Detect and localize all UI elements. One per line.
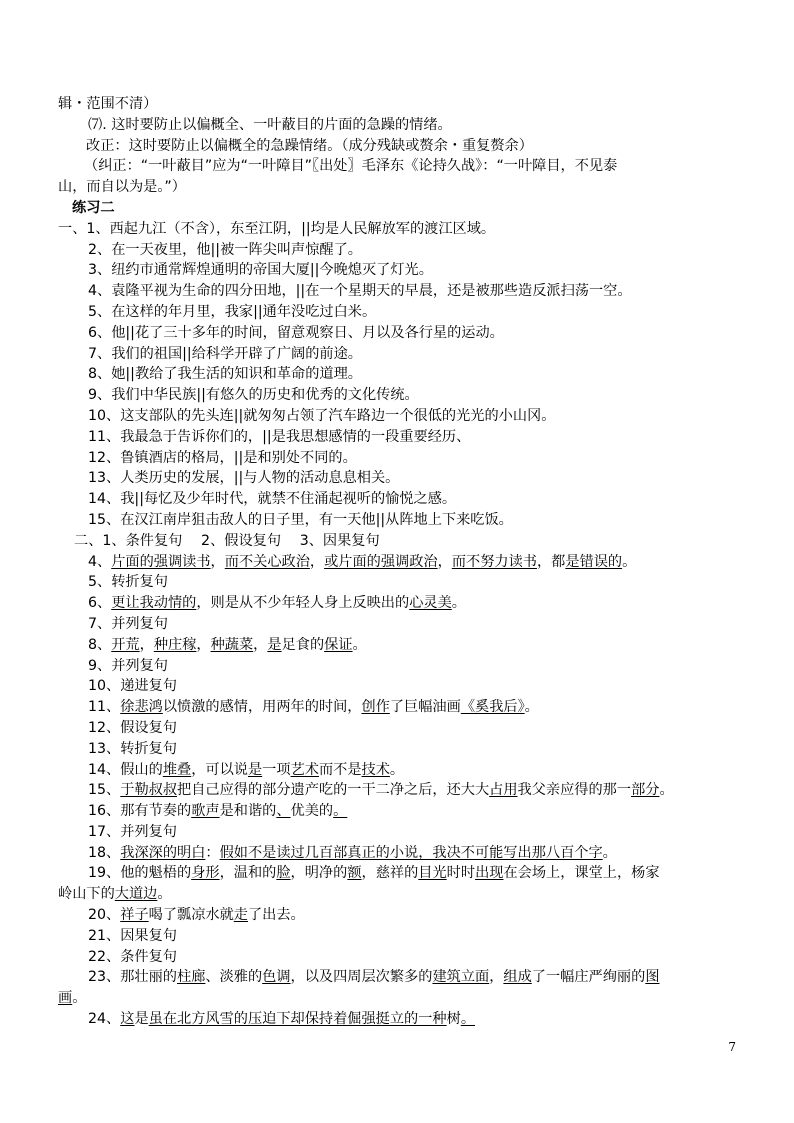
text-segment: 11、 <box>88 699 121 716</box>
text-segment: 树 <box>446 1011 461 1028</box>
underlined-text: 种庄稼 <box>153 636 197 653</box>
text-segment: 一项 <box>262 761 291 778</box>
underlined-text: 额 <box>347 865 362 882</box>
exercise-part-1 <box>58 219 742 531</box>
exercise-part-2 <box>58 552 742 1030</box>
list-item <box>58 905 742 926</box>
text-segment: 。 <box>72 990 87 1007</box>
text-segment: 了出去。 <box>247 907 305 924</box>
text-segment: ，明净的 <box>290 865 348 882</box>
list-item <box>58 967 742 988</box>
list-item: 5、转折复句 <box>88 574 168 591</box>
underlined-text: 堆叠 <box>162 761 192 778</box>
list-item <box>58 863 742 884</box>
underlined-text: 艺术 <box>290 761 319 778</box>
list-item <box>58 593 742 614</box>
text-segment: 优美的 <box>290 803 334 820</box>
list-item <box>58 760 742 781</box>
text-segment: 。 <box>524 699 539 716</box>
list-item: 17、并列复句 <box>88 823 177 840</box>
text-segment: ，则是从不少年轻人身上反映出的 <box>196 595 410 612</box>
text-segment: 4、 <box>88 553 112 570</box>
text-segment: 把自己应得的部分遗产吃的一干二净之后，还大大 <box>177 782 490 799</box>
list-item <box>58 843 742 864</box>
text-segment: 是和谐的 <box>219 803 277 820</box>
underlined-text: 片面的强调读书 <box>111 553 211 570</box>
text-segment: 岭山下的 <box>58 886 115 903</box>
underlined-text: 或片面的强调政治 <box>324 553 438 570</box>
list-item-continuation <box>58 884 742 905</box>
text-segment: 。 <box>157 886 172 903</box>
underlined-text: 而不努力读书 <box>451 553 537 570</box>
underlined-text: 于勒叔叔 <box>120 782 178 799</box>
underlined-text: 徐悲鸿 <box>120 699 163 716</box>
text-segment: 20、 <box>88 907 121 924</box>
text-segment: 。 <box>352 636 367 653</box>
underlined-text: 是 <box>247 761 263 778</box>
text-line: ⑺. 这时要防止以偏概全、一叶蔽目的片面的急躁的情绪。 <box>88 116 452 133</box>
underlined-text: 开荒 <box>111 636 140 653</box>
text-segment: 8、 <box>88 636 112 653</box>
list-item: 4、袁隆平视为生命的四分田地，||在一个星期天的早晨，还是被那些造反派扫荡一空。 <box>88 283 632 300</box>
document-body <box>58 94 742 1030</box>
underlined-text: 技术 <box>361 761 390 778</box>
text-segment: 23、那壮丽的 <box>88 969 177 986</box>
text-segment: ： <box>205 844 220 861</box>
underlined-text: 出现 <box>475 865 504 882</box>
underlined-text: 建筑立面 <box>432 969 490 986</box>
text-segment: 14、假山的 <box>88 761 163 778</box>
underlined-text: 部分 <box>631 782 660 799</box>
underlined-text: 。 <box>460 1011 476 1028</box>
underlined-text: 图 <box>645 969 660 986</box>
list-item: 7、并列复句 <box>88 615 168 632</box>
text-line: （纠正：“一叶蔽目”应为“一叶障目”〖出处〗毛泽东《论持久战》：“一叶障目，不见泰 <box>84 158 618 175</box>
underlined-text: 大道边 <box>114 886 158 903</box>
underlined-text: 祥子 <box>120 907 149 924</box>
underlined-text: 脸 <box>276 865 291 882</box>
text-segment: 在会场上，课堂上，杨家 <box>503 865 660 882</box>
list-item: 10、这支部队的先头连||就匆匆占领了汽车路边一个很低的光光的小山冈。 <box>88 407 556 424</box>
underlined-text: 保证 <box>324 636 353 653</box>
list-item-continuation <box>58 988 742 1009</box>
list-item <box>58 635 742 656</box>
list-item: 15、在汉江南岸狙击敌人的日子里，有一天他||从阵地上下来吃饭。 <box>88 511 513 528</box>
list-item: 6、他||花了三十多年的时间，留意观察日、月以及各行星的运动。 <box>88 324 504 341</box>
list-item: 13、转折复句 <box>88 740 177 757</box>
text-segment: 时时 <box>446 865 476 882</box>
text-segment: 。 <box>622 553 637 570</box>
text-segment: ，都 <box>536 553 566 570</box>
list-item <box>58 801 742 822</box>
text-segment: 。 <box>602 844 617 861</box>
list-item: 9、我们中华民族||有悠久的历史和优秀的文化传统。 <box>88 387 419 404</box>
list-item <box>58 697 742 718</box>
underlined-text: 而不关心政治 <box>224 553 310 570</box>
underlined-text: 。 <box>333 803 348 820</box>
text-line: 山，而自以为是。”） <box>58 179 186 196</box>
underlined-text: 目光 <box>418 865 447 882</box>
underlined-text: 色调 <box>262 969 291 986</box>
list-item: 一、1、西起九江（不含），东至江阴，||均是人民解放军的渡江区域。 <box>58 220 496 237</box>
list-item: 13、人类历史的发展，||与人物的活动息息相关。 <box>88 470 400 487</box>
underlined-text: 身形 <box>191 865 220 882</box>
text-segment: 16、那有节奏的 <box>88 803 192 820</box>
text-segment: 而不是 <box>318 761 362 778</box>
list-item: 11、我最急于告诉你们的，||是我思想感情的一段重要经历、 <box>88 428 471 445</box>
underlined-text: 占用 <box>489 782 518 799</box>
underlined-text: 这 <box>120 1011 135 1028</box>
underlined-text: 走 <box>233 907 248 924</box>
underlined-text: 画 <box>58 990 73 1007</box>
text-segment: ，可以说 <box>191 761 248 778</box>
list-item: 14、我||每忆及少年时代，就禁不住涌起视听的愉悦之感。 <box>88 491 457 508</box>
list-item: 21、因果复句 <box>88 927 177 944</box>
list-item: 2、在一天夜里，他||被一阵尖叫声惊醒了。 <box>88 241 362 258</box>
text-segment: 我父亲应得的那一 <box>517 782 632 799</box>
text-line: 改正：这时要防止以偏概全的急躁情绪。（成分残缺或赘余・重复赘余） <box>86 137 533 154</box>
list-item: 12、鲁镇酒店的格局，||是和别处不同的。 <box>88 449 357 466</box>
text-segment: 以愤激的感情，用两年的时间， <box>162 699 362 716</box>
text-segment: 。 <box>451 595 466 612</box>
list-item: 12、假设复句 <box>88 719 177 736</box>
section-title: 练习二 <box>72 199 115 216</box>
list-item: 3、纽约市通常辉煌通明的帝国大厦||今晚熄灭了灯光。 <box>88 262 433 279</box>
underlined-text: 《奚我后》 <box>460 699 525 716</box>
text-segment: 。 <box>659 782 674 799</box>
underlined-text: 种蔬菜 <box>210 636 254 653</box>
text-segment: ， <box>196 636 211 653</box>
text-segment: 足食的 <box>281 636 325 653</box>
text-segment: 了巨幅油画 <box>389 699 461 716</box>
text-segment: ，以及四周层次繁多的 <box>290 969 433 986</box>
underlined-text: 组成 <box>503 969 532 986</box>
text-segment: ， <box>437 553 452 570</box>
text-segment: 19、他的魁梧的 <box>88 865 192 882</box>
underlined-text: 柱廊 <box>177 969 206 986</box>
underlined-text: 是 <box>267 636 282 653</box>
list-item <box>58 1009 742 1030</box>
text-segment: 、淡雅的 <box>205 969 263 986</box>
text-segment: ，温和的 <box>219 865 277 882</box>
list-item: 8、她||教给了我生活的知识和革命的道理。 <box>88 366 362 383</box>
text-segment: 了一幅庄严绚丽的 <box>531 969 646 986</box>
text-segment: ， <box>139 636 154 653</box>
text-segment: 6、 <box>88 595 112 612</box>
text-segment: ， <box>309 553 325 570</box>
text-segment: 喝了瓢凉水就 <box>148 907 234 924</box>
underlined-text: 假如不是读过几百部真正的小说，我决不可能写出那八百个字 <box>219 844 603 861</box>
list-item: 9、并列复句 <box>88 657 168 674</box>
text-segment: 。 <box>389 761 405 778</box>
list-item <box>58 552 742 573</box>
text-line: 辑・范围不清） <box>58 96 158 112</box>
underlined-text: 虽在北方风雪的压迫下却保持着倔强挺立的一种 <box>148 1011 447 1028</box>
list-item: 22、条件复句 <box>88 948 177 965</box>
text-segment: ， <box>489 969 504 986</box>
part2-heading: 二、1、条件复句 2、假设复句 3、因果复句 <box>74 532 380 549</box>
underlined-text: 我深深的明白 <box>120 844 206 861</box>
underlined-text: 心灵美 <box>409 595 452 612</box>
underlined-text: 是错误的 <box>565 553 623 570</box>
underlined-text: 、 <box>276 803 291 820</box>
underlined-text: 更让我动情的 <box>111 595 197 612</box>
text-segment: ，慈祥的 <box>361 865 419 882</box>
text-segment: 24、 <box>88 1011 121 1028</box>
list-item: 7、我们的祖国||给科学开辟了广阔的前途。 <box>88 345 362 362</box>
page-number: 7 <box>728 1040 736 1054</box>
underlined-text: 创作 <box>361 699 390 716</box>
list-item: 5、在这样的年月里，我家||通年没吃过白米。 <box>88 303 377 320</box>
underlined-text: 歌声 <box>191 803 220 820</box>
text-segment: 15、 <box>88 782 121 799</box>
text-segment: 18、 <box>88 844 121 861</box>
text-segment: ， <box>253 636 268 653</box>
list-item: 10、递进复句 <box>88 678 177 695</box>
text-segment: 是 <box>134 1011 149 1028</box>
text-segment: ， <box>210 553 225 570</box>
list-item <box>58 780 742 801</box>
